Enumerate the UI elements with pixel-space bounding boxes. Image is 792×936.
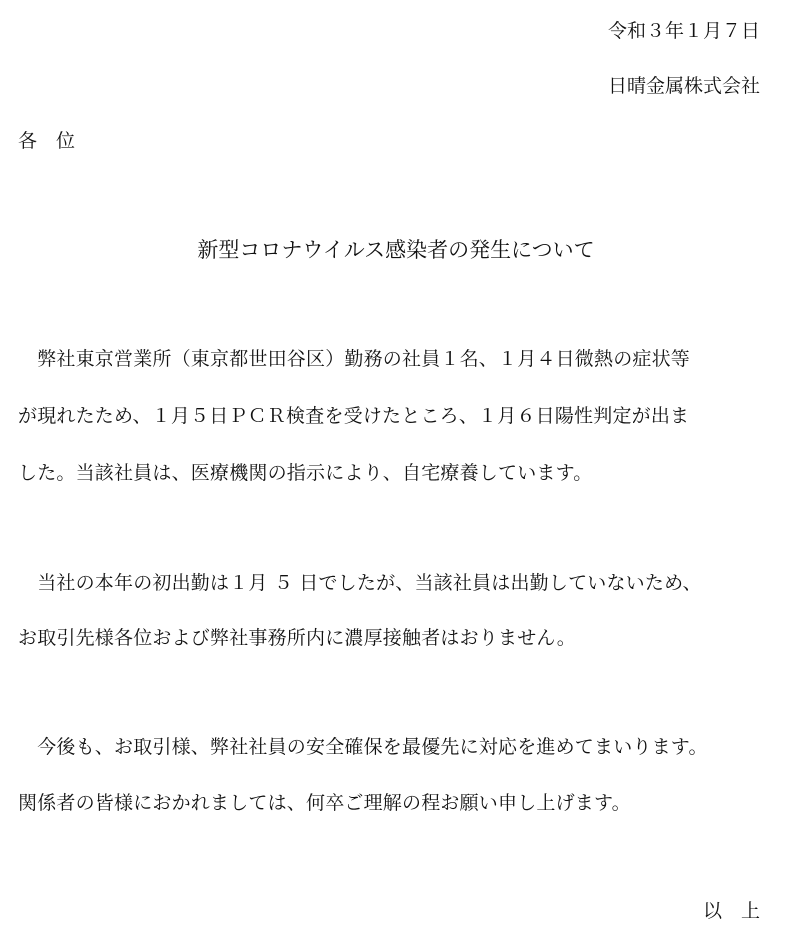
addressee: 各 位 (18, 130, 76, 152)
paragraph-line: 関係者の皆様におかれましては、何卒ご理解の程お願い申し上げます。 (18, 792, 631, 814)
document-title: 新型コロナウイルス感染者の発生について (197, 238, 595, 262)
paragraph-line: 当社の本年の初出勤は１月 ５ 日でしたが、当該社員は出勤していないため、 (18, 572, 702, 594)
company-name: 日晴金属株式会社 (607, 75, 760, 97)
paragraph-line: 今後も、お取引様、弊社社員の安全確保を最優先に対応を進めてまいります。 (18, 736, 708, 758)
paragraph-line: 弊社東京営業所（東京都世田谷区）勤務の社員１名、１月４日微熱の症状等 (18, 348, 691, 370)
paragraph-line: お取引先様各位および弊社事務所内に濃厚接触者はおりません。 (18, 627, 576, 649)
document-date: 令和３年１月７日 (607, 20, 760, 42)
closing-mark: 以 上 (702, 900, 760, 922)
paragraph-line: が現れたため、１月５日ＰＣＲ検査を受けたところ、１月６日陽性判定が出ま (18, 405, 690, 427)
paragraph-line: した。当該社員は、医療機関の指示により、自宅療養しています。 (18, 462, 593, 484)
